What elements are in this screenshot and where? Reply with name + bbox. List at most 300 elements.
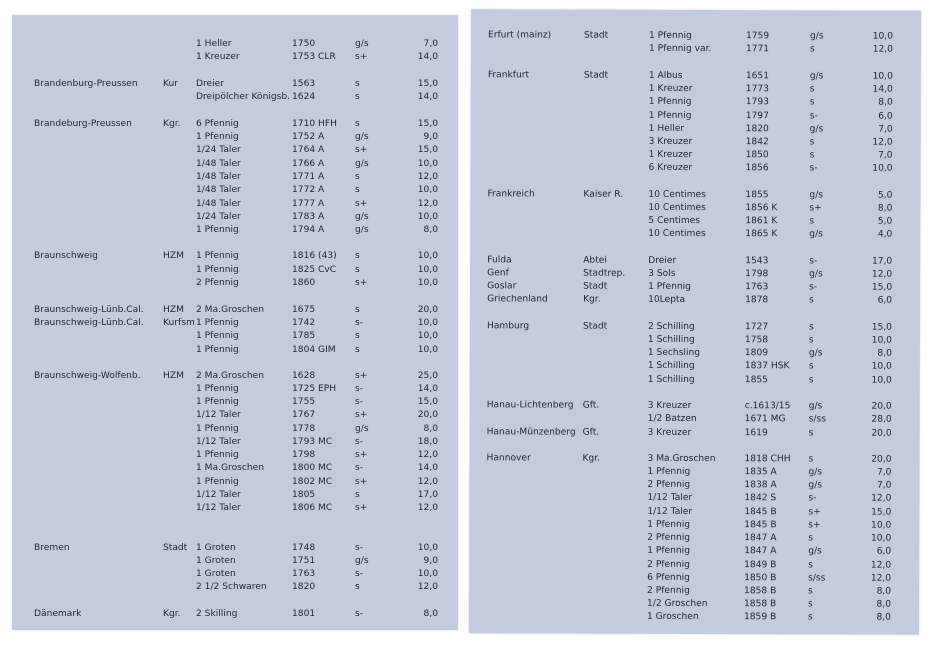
- cell-type: Stadt: [163, 543, 188, 553]
- table-row: [469, 544, 919, 559]
- cell-grade: s-: [809, 256, 818, 267]
- cell-grade: g/s: [809, 71, 824, 82]
- cell-year: 1816 (43): [292, 251, 337, 261]
- cell-denom: 1 Sechsling: [647, 347, 701, 359]
- cell-grade: s/ss: [808, 573, 826, 584]
- cell-denom: 2 Pfennig: [647, 585, 690, 596]
- cell-region: Frankreich: [487, 189, 535, 200]
- table-row: [469, 491, 919, 506]
- cell-denom: 1/48 Taler: [196, 185, 241, 195]
- cell-value: 8,0: [423, 225, 438, 235]
- cell-grade: g/s: [355, 556, 369, 566]
- cell-type: Stadt: [583, 30, 609, 41]
- cell-year: 1624: [292, 92, 316, 102]
- cell-grade: s: [809, 44, 815, 55]
- cell-value: 8,0: [877, 348, 892, 359]
- cell-grade: g/s: [808, 348, 823, 359]
- cell-value: 4,0: [877, 229, 893, 240]
- cell-grade: s: [809, 150, 815, 161]
- cell-denom: 2 1/2 Schwaren: [196, 582, 267, 592]
- cell-grade: s+: [355, 278, 368, 288]
- cell-denom: 1/12 Taler: [647, 506, 693, 517]
- cell-grade: s: [807, 599, 813, 610]
- cell-denom: 1/12 Taler: [196, 503, 241, 513]
- cell-denom: 2 Ma.Groschen: [196, 305, 264, 315]
- table-row: [470, 227, 920, 242]
- cell-type: Kgr.: [163, 609, 181, 619]
- cell-value: 6,0: [876, 546, 892, 557]
- cell-type: Abtei: [583, 255, 607, 266]
- cell-region: Hanau-Lichtenberg: [486, 400, 574, 411]
- cell-grade: s: [808, 586, 813, 597]
- table-row: [12, 344, 458, 357]
- cell-denom: 1/2 Groschen: [646, 598, 708, 610]
- cell-type: Kgr.: [582, 453, 601, 464]
- cell-grade: s: [355, 331, 360, 341]
- cell-grade: s-: [355, 437, 364, 447]
- table-row: [471, 42, 921, 57]
- cell-grade: s: [355, 345, 360, 355]
- cell-year: 1801: [292, 609, 316, 619]
- table-row: [12, 330, 458, 343]
- table-row: [12, 462, 458, 475]
- table-row: [12, 489, 458, 502]
- table-row: [12, 383, 458, 396]
- table-row: [470, 373, 920, 388]
- cell-value: 10,0: [871, 361, 892, 372]
- cell-year: 1861 K: [745, 216, 778, 227]
- cell-type: Kgr.: [583, 294, 601, 305]
- cell-region: Hannover: [486, 453, 531, 464]
- table-row: [469, 610, 919, 625]
- cell-year: 1805: [292, 490, 316, 500]
- cell-value: 10,0: [417, 212, 438, 222]
- cell-denom: 1 Groten: [196, 569, 236, 579]
- cell-denom: 1 Pfennig: [196, 318, 239, 328]
- cell-year: 1758: [744, 335, 769, 346]
- table-row: [470, 359, 920, 374]
- cell-denom: 1 Ma.Groschen: [196, 463, 264, 473]
- cell-grade: g/s: [808, 480, 823, 491]
- cell-denom: Dreier: [196, 79, 224, 89]
- cell-denom: 10 Centimes: [648, 228, 706, 240]
- cell-value: 20,0: [417, 305, 438, 315]
- cell-grade: s/ss: [808, 414, 826, 425]
- cell-year: 1619: [744, 428, 768, 439]
- cell-region: Hanau-Münzenberg: [486, 427, 576, 438]
- cell-denom: 1 Schilling: [647, 360, 695, 371]
- cell-denom: 3 Kreuzer: [647, 400, 692, 411]
- cell-grade: g/s: [355, 212, 369, 222]
- cell-value: 6,0: [878, 111, 893, 122]
- cell-type: HZM: [163, 251, 184, 261]
- cell-denom: 6 Pfennig: [196, 119, 239, 129]
- table-row: [12, 184, 458, 197]
- right-document-page: [469, 9, 921, 635]
- cell-value: 7,0: [878, 150, 893, 161]
- cell-year: 1763: [292, 569, 316, 579]
- cell-denom: 6 Pfennig: [647, 572, 690, 583]
- cell-type: Stadt: [582, 321, 608, 332]
- cell-grade: s: [808, 322, 814, 333]
- cell-denom: 1 Pfennig: [196, 424, 239, 434]
- cell-value: 10,0: [417, 159, 438, 169]
- table-row: [12, 78, 458, 91]
- cell-grade: g/s: [809, 229, 823, 240]
- cell-year: 1772 A: [292, 185, 325, 195]
- cell-denom: 2 Pfennig: [647, 559, 690, 570]
- cell-denom: 1/24 Taler: [196, 212, 241, 222]
- cell-grade: s: [355, 79, 360, 89]
- cell-grade: s: [809, 216, 815, 227]
- cell-value: 20,0: [871, 428, 892, 439]
- cell-region: Braunschweig: [34, 251, 98, 261]
- cell-denom: 2 Ma.Groschen: [196, 371, 264, 381]
- cell-denom: 1 Schilling: [647, 334, 695, 345]
- cell-year: 1748: [292, 543, 316, 553]
- cell-denom: 6 Kreuzer: [648, 162, 693, 173]
- cell-region: Braunschweig-Wolfenb.: [34, 371, 141, 381]
- cell-year: 1806 MC: [292, 503, 333, 513]
- cell-year: 1798: [745, 269, 769, 280]
- cell-year: 1563: [292, 79, 316, 89]
- cell-denom: 2 Pfennig: [647, 479, 691, 490]
- cell-year: 1759: [745, 31, 770, 42]
- table-row: [471, 161, 921, 176]
- cell-type: HZM: [163, 371, 184, 381]
- cell-value: 10,0: [870, 533, 892, 544]
- table-row: [12, 317, 458, 330]
- cell-denom: 1/12 Taler: [647, 492, 693, 503]
- cell-value: 10,0: [417, 318, 438, 328]
- cell-value: 12,0: [417, 477, 438, 487]
- cell-value: 15,0: [871, 282, 893, 293]
- cell-value: 6,0: [877, 295, 893, 306]
- cell-year: 1847 A: [744, 533, 777, 544]
- cell-grade: s: [809, 84, 815, 95]
- cell-value: 12,0: [417, 503, 438, 513]
- table-row: [470, 426, 920, 441]
- cell-year: 1804 GIM: [292, 345, 336, 355]
- cell-value: 10,0: [417, 265, 438, 275]
- cell-denom: 1 Pfennig: [196, 331, 239, 341]
- cell-year: 1820: [745, 124, 769, 135]
- cell-year: 1793: [745, 97, 769, 108]
- cell-grade: s+: [355, 52, 368, 62]
- cell-year: 1725 EPH: [292, 384, 337, 394]
- cell-denom: 2 Schilling: [647, 321, 695, 332]
- cell-grade: s: [809, 97, 815, 108]
- cell-region: Brandeburg-Preussen: [34, 119, 132, 129]
- cell-grade: s: [355, 92, 360, 102]
- cell-year: 1543: [745, 256, 769, 267]
- cell-value: 28,0: [871, 414, 892, 425]
- cell-type: HZM: [163, 305, 184, 315]
- cell-denom: 1 Schilling: [647, 374, 695, 385]
- cell-year: 1855: [745, 190, 769, 201]
- cell-value: 10,0: [872, 31, 894, 42]
- table-row: [12, 409, 458, 422]
- cell-denom: 1/12 Taler: [196, 437, 241, 447]
- cell-type: Stadt: [583, 281, 608, 292]
- cell-year: 1825 CvC: [292, 265, 337, 275]
- cell-value: 25,0: [417, 371, 438, 381]
- cell-year: 1771 A: [292, 172, 325, 182]
- table-row: [12, 304, 458, 317]
- cell-region: Braunschweig-Lünb.Cal.: [34, 305, 144, 315]
- cell-year: 1793 MC: [292, 437, 333, 447]
- cell-value: 20,0: [417, 410, 438, 420]
- table-row: [12, 396, 458, 409]
- table-row: [12, 581, 458, 594]
- cell-grade: g/s: [355, 159, 369, 169]
- cell-grade: s: [355, 582, 360, 592]
- cell-grade: s: [355, 185, 360, 195]
- cell-year: 1878: [745, 295, 769, 306]
- cell-type: Stadtrep.: [583, 268, 626, 279]
- cell-year: 1855: [744, 375, 768, 386]
- cell-denom: 1 Groten: [196, 543, 236, 553]
- cell-region: Bremen: [34, 543, 70, 553]
- cell-year: 1753 CLR: [292, 52, 336, 62]
- cell-denom: 1 Groschen: [646, 611, 699, 623]
- cell-year: 1651: [745, 71, 770, 82]
- table-row: [12, 370, 458, 383]
- table-row: [12, 158, 458, 171]
- table-row: [12, 436, 458, 449]
- cell-denom: 5 Centimes: [648, 215, 701, 227]
- cell-denom: 1/48 Taler: [196, 159, 241, 169]
- cell-year: c.1613/15: [744, 401, 791, 412]
- cell-denom: 1 Pfennig: [196, 397, 239, 407]
- cell-value: 12,0: [417, 450, 438, 460]
- cell-grade: s: [808, 428, 814, 439]
- cell-year: 1785: [292, 331, 316, 341]
- table-row: [470, 412, 920, 427]
- cell-value: 14,0: [417, 463, 438, 473]
- table-row: [12, 171, 458, 184]
- cell-grade: s+: [355, 199, 368, 209]
- cell-grade: s: [355, 251, 360, 261]
- cell-grade: g/s: [809, 124, 824, 135]
- cell-value: 7,0: [876, 467, 892, 478]
- cell-denom: 1/12 Taler: [196, 490, 241, 500]
- cell-denom: 1 Pfennig: [648, 281, 691, 292]
- cell-denom: 1 Heller: [196, 39, 232, 49]
- cell-year: 1766 A: [292, 159, 325, 169]
- cell-year: 1742: [292, 318, 316, 328]
- cell-denom: 10 Centimes: [648, 202, 706, 214]
- cell-value: 12,0: [417, 172, 438, 182]
- cell-grade: s: [807, 612, 813, 623]
- table-row: [12, 224, 458, 237]
- cell-grade: s+: [355, 503, 368, 513]
- cell-type: Kur: [163, 79, 179, 89]
- cell-denom: 1 Pfennig: [648, 110, 692, 121]
- cell-value: 12,0: [870, 573, 892, 584]
- cell-grade: s: [808, 375, 814, 386]
- cell-denom: 3 Kreuzer: [647, 427, 692, 438]
- cell-denom: 3 Ma.Groschen: [647, 453, 716, 465]
- cell-denom: 1 Pfennig: [647, 466, 691, 477]
- cell-denom: 2 Pfennig: [196, 278, 239, 288]
- cell-value: 8,0: [423, 609, 438, 619]
- cell-type: Kgr.: [163, 119, 181, 129]
- table-row: [12, 476, 458, 489]
- cell-grade: g/s: [809, 269, 823, 280]
- cell-year: 1859 B: [743, 612, 777, 623]
- cell-year: 1820: [292, 582, 316, 592]
- cell-value: 12,0: [871, 493, 892, 504]
- cell-value: 20,0: [871, 454, 892, 465]
- cell-grade: s: [808, 560, 813, 571]
- table-row: [12, 118, 458, 131]
- table-row: [12, 555, 458, 568]
- cell-year: 1818 CHH: [744, 454, 791, 465]
- cell-year: 1675: [292, 305, 316, 315]
- cell-year: 1727: [744, 322, 769, 333]
- cell-denom: 1 Pfennig: [196, 345, 239, 355]
- cell-year: 1849 B: [744, 560, 777, 571]
- cell-value: 10,0: [417, 331, 438, 341]
- cell-denom: 2 Skilling: [196, 609, 238, 619]
- table-row: [12, 91, 458, 104]
- cell-grade: s: [808, 361, 814, 372]
- table-row: [470, 293, 920, 308]
- cell-grade: s+: [355, 145, 368, 155]
- cell-year: 1750: [292, 39, 316, 49]
- cell-year: 1671 MG: [744, 414, 786, 425]
- cell-grade: s: [355, 119, 360, 129]
- cell-grade: g/s: [809, 190, 824, 201]
- cell-grade: s+: [355, 477, 368, 487]
- cell-value: 10,0: [872, 71, 893, 82]
- cell-value: 18,0: [417, 437, 438, 447]
- cell-value: 7,0: [876, 480, 892, 491]
- cell-denom: 1 Groten: [196, 556, 236, 566]
- cell-year: 1797: [745, 111, 769, 122]
- cell-denom: 3 Sols: [648, 268, 676, 279]
- cell-denom: 1 Pfennig: [647, 519, 691, 530]
- cell-grade: g/s: [809, 31, 824, 42]
- cell-grade: s-: [355, 384, 364, 394]
- cell-value: 12,0: [871, 269, 893, 280]
- cell-year: 1767: [292, 410, 316, 420]
- cell-value: 8,0: [878, 97, 893, 108]
- cell-year: 1773: [745, 84, 769, 95]
- cell-year: 1710 HFH: [292, 119, 337, 129]
- cell-value: 10,0: [871, 375, 892, 386]
- cell-value: 14,0: [417, 384, 438, 394]
- cell-region: Braunschweig-Lünb.Cal.: [34, 318, 144, 328]
- cell-grade: s: [809, 137, 815, 148]
- cell-grade: s-: [355, 397, 364, 407]
- table-row: [12, 198, 458, 211]
- cell-year: 1771: [745, 44, 770, 55]
- cell-denom: 1 Pfennig: [647, 545, 691, 556]
- table-row: [12, 144, 458, 157]
- cell-year: 1860: [292, 278, 316, 288]
- cell-grade: s-: [808, 493, 817, 504]
- cell-value: 10,0: [871, 335, 892, 346]
- cell-denom: 1 Kreuzer: [196, 52, 240, 62]
- cell-value: 10,0: [417, 569, 438, 579]
- cell-year: 1845 B: [744, 507, 777, 518]
- cell-denom: 1 Albus: [648, 70, 683, 81]
- cell-year: 1838 A: [744, 480, 777, 491]
- cell-value: 12,0: [872, 137, 893, 148]
- cell-value: 5,0: [877, 216, 893, 227]
- cell-value: 10,0: [417, 278, 438, 288]
- cell-year: 1835 A: [744, 467, 777, 478]
- cell-denom: 1 Pfennig: [196, 251, 239, 261]
- cell-region: Hamburg: [486, 321, 530, 332]
- cell-region: Fulda: [487, 255, 512, 266]
- table-row: [12, 277, 458, 290]
- cell-type: Stadt: [583, 70, 609, 81]
- cell-year: 1837 HSK: [744, 361, 790, 372]
- cell-value: 15,0: [417, 119, 438, 129]
- cell-grade: s: [809, 295, 814, 306]
- cell-denom: 1 Pfennig: [648, 30, 692, 41]
- cell-year: 1800 MC: [292, 463, 333, 473]
- cell-denom: Dreier: [648, 255, 677, 266]
- cell-value: 5,0: [877, 190, 893, 201]
- cell-value: 10,0: [417, 543, 438, 553]
- cell-grade: g/s: [355, 424, 369, 434]
- cell-region: Erfurt (mainz): [487, 30, 552, 41]
- cell-denom: 1 Pfennig: [196, 477, 239, 487]
- cell-year: 1858 B: [744, 586, 777, 597]
- cell-value: 17,0: [417, 490, 438, 500]
- cell-denom: 1 Pfennig: [196, 265, 239, 275]
- cell-type: Kurfsm: [163, 318, 195, 328]
- cell-value: 12,0: [870, 560, 892, 571]
- cell-denom: 1 Kreuzer: [648, 83, 693, 94]
- cell-year: 1809: [744, 348, 769, 359]
- cell-value: 12,0: [872, 44, 893, 55]
- cell-value: 15,0: [871, 322, 892, 333]
- cell-year: 1764 A: [292, 145, 325, 155]
- cell-grade: g/s: [808, 467, 823, 478]
- cell-year: 1850 B: [744, 573, 777, 584]
- cell-grade: s-: [355, 569, 364, 579]
- cell-denom: 1 Pfennig: [196, 225, 239, 235]
- cell-grade: s+: [808, 520, 821, 531]
- cell-value: 14,0: [872, 84, 893, 95]
- cell-denom: 1 Pfennig: [196, 132, 239, 142]
- table-row: [12, 211, 458, 224]
- cell-value: 15,0: [417, 79, 438, 89]
- cell-denom: 1/48 Taler: [196, 199, 241, 209]
- cell-value: 15,0: [417, 145, 438, 155]
- table-row: [12, 449, 458, 462]
- cell-denom: 1 Pfennig: [648, 96, 692, 107]
- cell-grade: s-: [809, 282, 818, 293]
- cell-value: 10,0: [871, 520, 892, 531]
- cell-value: 14,0: [417, 92, 438, 102]
- cell-grade: s+: [809, 203, 822, 214]
- cell-denom: 1 Kreuzer: [648, 149, 693, 160]
- cell-grade: s-: [355, 318, 364, 328]
- table-row: [12, 423, 458, 436]
- cell-year: 1802 MC: [292, 477, 333, 487]
- cell-grade: s-: [809, 111, 818, 122]
- cell-value: 14,0: [417, 52, 438, 62]
- cell-grade: s+: [355, 371, 368, 381]
- cell-denom: 10Lepta: [648, 294, 686, 305]
- cell-value: 7,0: [878, 124, 893, 135]
